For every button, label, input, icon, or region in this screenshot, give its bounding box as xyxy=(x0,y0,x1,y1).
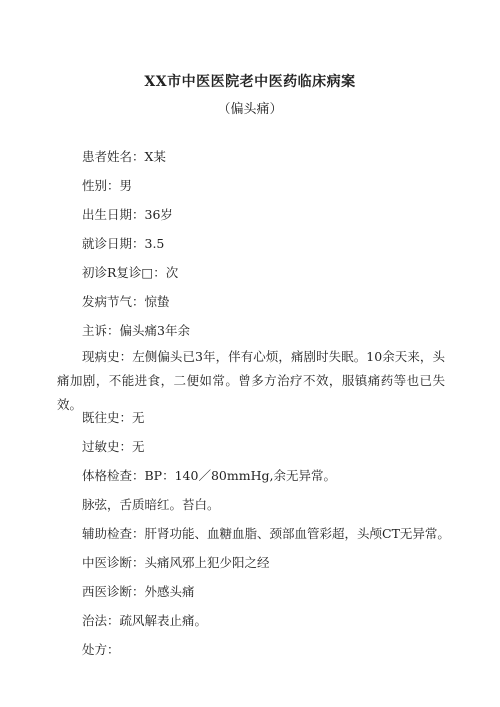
treatment-method: 治法：疏风解表止痛。 xyxy=(82,613,208,628)
tcm-diagnosis: 中医诊断：头痛风邪上犯少阳之经 xyxy=(82,555,270,570)
visit-type: 初诊R复诊□：次 xyxy=(82,265,179,280)
allergy-history: 过敏史：无 xyxy=(82,439,145,454)
chief-complaint: 主诉：偏头痛3年余 xyxy=(82,323,190,338)
pulse-tongue: 脉弦，舌质暗红。苔白。 xyxy=(82,497,220,512)
patient-birth: 出生日期：36岁 xyxy=(82,207,173,222)
physical-exam: 体格检查：BP：140／80mmHg,余无异常。 xyxy=(82,468,336,483)
prescription-label: 处方： xyxy=(82,642,120,657)
auxiliary-exam: 辅助检查：肝肾功能、血糖血脂、颈部血管彩超，头颅CT无异常。 xyxy=(82,526,450,541)
onset-solar-term: 发病节气：惊蛰 xyxy=(82,294,170,309)
western-diagnosis: 西医诊断：外感头痛 xyxy=(82,584,195,599)
present-illness-history: 现病史：左侧偏头已3年，伴有心烦，痛剧时失眠。10余天来，头痛加剧，不能进食，二便如常。曾多方治疗不效，服镇痛药等也已失效。 xyxy=(57,349,445,412)
patient-name: 患者姓名：X某 xyxy=(82,149,166,164)
document-title: XX市中医医院老中医药临床病案 xyxy=(144,74,356,90)
visit-date: 就诊日期：3.5 xyxy=(82,236,165,251)
past-history: 既往史：无 xyxy=(82,410,145,425)
document-subtitle: （偏头痛） xyxy=(217,102,283,117)
patient-sex: 性别：男 xyxy=(82,178,133,193)
